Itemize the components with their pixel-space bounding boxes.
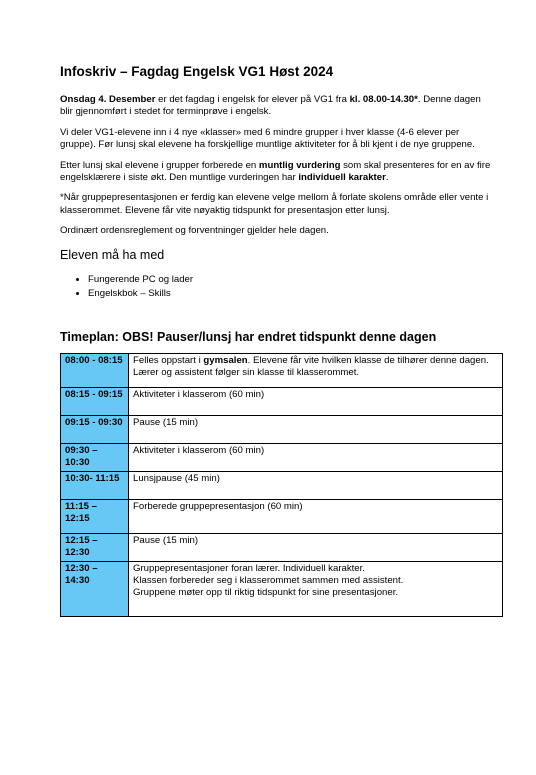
schedule-description xyxy=(129,471,503,499)
assessment-a: Etter lunsj skal elevene i grupper forberede en xyxy=(60,159,259,171)
schedule-text: Lunsjpause (45 min) xyxy=(133,472,220,484)
bring-item-book: • Engelskbok – Skills xyxy=(88,287,496,302)
schedule-row xyxy=(61,533,503,561)
assessment-individual: individuell karakter xyxy=(298,172,386,184)
schedule-row xyxy=(61,443,503,471)
schedule-row xyxy=(61,353,503,387)
document-title: Infoskriv – Fagdag Engelsk VG1 Høst 2024 xyxy=(60,64,334,79)
schedule-text: Gruppepresentasjoner foran lærer. Individuell karakter. Klassen forbereder seg i klasserommet sammen med assistent. Gruppene møter opp til riktig tidspunkt for sine presentasjoner. xyxy=(133,562,404,598)
schedule-row xyxy=(61,415,503,443)
schedule-heading: Timeplan: OBS! Pauser/lunsj har endret tidspunkt denne dagen xyxy=(60,329,437,344)
schedule-text: Forberede gruppepresentasjon (60 min) xyxy=(133,500,303,512)
schedule-row xyxy=(61,561,503,616)
schedule-text: Pause (15 min) xyxy=(133,416,199,428)
schedule-time: 09:30 – 10:30 xyxy=(61,443,129,471)
schedule-description xyxy=(129,499,503,533)
schedule-text: Aktiviteter i klasserom (60 min) xyxy=(133,388,265,400)
rules-paragraph: Ordinært ordensreglement og forventninger gjelder hele dagen. xyxy=(60,225,329,237)
schedule-text-end: . Elevene får vite hvilken klasse de tilhører denne dagen. Lærer og assistent følger sin klasse til klasserommet. xyxy=(133,354,489,378)
document-content xyxy=(60,64,496,617)
bring-item-pc: • Fungerende PC og lader xyxy=(88,273,496,288)
bring-heading: Eleven må ha med xyxy=(60,247,165,262)
schedule-time: 08:00 - 08:15 xyxy=(61,353,129,387)
schedule-table xyxy=(60,353,503,617)
schedule-row xyxy=(61,471,503,499)
schedule-description xyxy=(129,533,503,561)
schedule-text: Aktiviteter i klasserom (60 min) xyxy=(133,444,265,456)
schedule-time: 12:15 – 12:30 xyxy=(61,533,129,561)
schedule-description xyxy=(129,561,503,616)
intro-time: kl. 08.00-14.30* xyxy=(349,94,418,105)
schedule-time: 09:15 - 09:30 xyxy=(61,415,129,443)
schedule-row xyxy=(61,387,503,415)
schedule-text: Pause (15 min) xyxy=(133,534,199,546)
footnote-paragraph: *Når gruppepresentasjonen er ferdig kan elevene velge mellom å forlate skolens område eller vente i klasserommet. Elevene får vite nøyaktig tidspunkt for presentasjon etter lunsj. xyxy=(60,192,489,216)
schedule-row xyxy=(61,499,503,533)
schedule-description xyxy=(129,443,503,471)
assessment-paragraph xyxy=(60,160,496,185)
schedule-description xyxy=(129,415,503,443)
groups-paragraph: Vi deler VG1-elevene inn i 4 nye «klasser» med 6 mindre grupper i hver klasse (4-6 elever per gruppe). Før lunsj skal elevene ha forskjellige muntlige aktiviteter for å bli kjent i de nye gruppene. xyxy=(60,126,475,151)
assessment-oral: muntlig vurdering xyxy=(258,159,341,171)
schedule-description xyxy=(129,387,503,415)
schedule-description xyxy=(129,353,503,387)
intro-end: . Denne dagen blir gjennomført i stedet for terminprøve i engelsk. xyxy=(60,94,481,118)
schedule-text: Felles oppstart i xyxy=(133,354,204,366)
assessment-c: som skal presenteres for en av fire engelsklærere i siste økt. Den muntlige vurderingen har xyxy=(60,159,491,184)
assessment-e: . xyxy=(385,172,389,184)
schedule-time: 11:15 – 12:15 xyxy=(61,499,129,533)
intro-mid: er det fagdag i engelsk for elever på VG1 fra xyxy=(155,94,350,105)
schedule-time: 10:30- 11:15 xyxy=(61,471,129,499)
intro-date: Onsdag 4. Desember xyxy=(60,94,156,105)
schedule-time: 12:30 – 14:30 xyxy=(61,561,129,616)
schedule-bold: gymsalen xyxy=(203,354,248,366)
schedule-time: 08:15 - 09:15 xyxy=(61,387,129,415)
intro-paragraph xyxy=(60,94,496,119)
bring-list xyxy=(60,273,496,302)
